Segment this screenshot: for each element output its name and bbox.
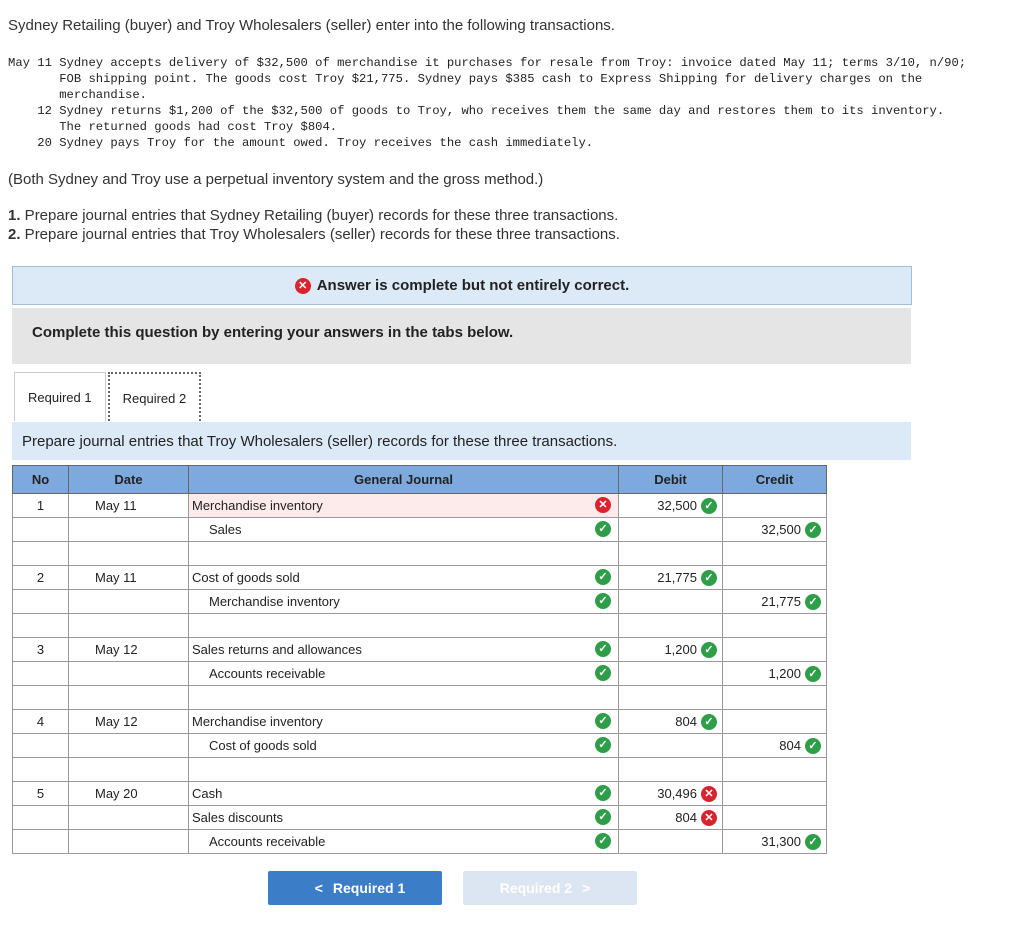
- credit-amount: 21,775: [761, 594, 801, 609]
- table-spacer-row: [13, 758, 827, 782]
- cell-account[interactable]: [189, 830, 619, 854]
- account-name: Merchandise inventory: [192, 498, 323, 513]
- cell-debit[interactable]: [619, 758, 723, 782]
- checkmark-icon: ✓: [595, 809, 611, 825]
- cell-account[interactable]: [189, 518, 619, 542]
- checkmark-icon: ✓: [805, 738, 821, 754]
- cell-no: 1: [13, 494, 69, 518]
- cell-no: [13, 614, 69, 638]
- date-value: May 11: [95, 570, 137, 585]
- debit-amount: 804: [675, 714, 697, 729]
- cell-no: [13, 518, 69, 542]
- cell-credit[interactable]: [723, 590, 827, 614]
- cell-credit[interactable]: [723, 782, 827, 806]
- cell-date[interactable]: [69, 758, 189, 782]
- cell-no: [13, 686, 69, 710]
- cell-account[interactable]: [189, 806, 619, 830]
- cell-debit[interactable]: [619, 518, 723, 542]
- checkmark-icon: ✓: [701, 498, 717, 514]
- table-spacer-row: [13, 686, 827, 710]
- next-required-button[interactable]: [463, 871, 637, 905]
- header-no: No: [13, 466, 69, 494]
- result-banner: [12, 266, 912, 305]
- checkmark-icon: ✓: [595, 593, 611, 609]
- intro-text: Sydney Retailing (buyer) and Troy Wholesalers (seller) enter into the following transactions.: [8, 17, 615, 34]
- account-name: Accounts receivable: [209, 666, 326, 681]
- tab-bar: [14, 372, 201, 422]
- x-icon: ✕: [701, 786, 717, 802]
- cell-account[interactable]: [189, 710, 619, 734]
- credit-amount: 804: [779, 738, 801, 753]
- cell-credit[interactable]: [723, 542, 827, 566]
- checkmark-icon: ✓: [805, 666, 821, 682]
- checkmark-icon: ✓: [701, 570, 717, 586]
- cell-account[interactable]: [189, 758, 619, 782]
- prev-button-label: Required 1: [332, 880, 406, 896]
- table-spacer-row: [13, 542, 827, 566]
- cell-no: [13, 830, 69, 854]
- prev-required-button[interactable]: [268, 871, 442, 905]
- cell-debit[interactable]: [619, 686, 723, 710]
- transaction-line: merchandise.: [8, 88, 147, 102]
- cell-account[interactable]: [189, 590, 619, 614]
- credit-amount: 32,500: [761, 522, 801, 537]
- cell-date[interactable]: [69, 494, 189, 518]
- cell-account[interactable]: [189, 542, 619, 566]
- checkmark-icon: ✓: [595, 737, 611, 753]
- checkmark-icon: ✓: [595, 665, 611, 681]
- x-icon: ✕: [595, 497, 611, 513]
- table-row: [13, 638, 827, 662]
- method-note: (Both Sydney and Troy use a perpetual inventory system and the gross method.): [8, 171, 544, 188]
- debit-amount: 21,775: [657, 570, 697, 585]
- cell-debit[interactable]: [619, 806, 723, 830]
- cell-date[interactable]: [69, 566, 189, 590]
- banner-text: Answer is complete but not entirely correct.: [316, 277, 630, 294]
- checkmark-icon: ✓: [595, 713, 611, 729]
- header-date: Date: [69, 466, 189, 494]
- account-name: Sales: [209, 522, 242, 537]
- cell-debit[interactable]: [619, 566, 723, 590]
- checkmark-icon: ✓: [701, 714, 717, 730]
- requirements-list: [8, 206, 620, 244]
- cell-debit[interactable]: [619, 830, 723, 854]
- checkmark-icon: ✓: [595, 785, 611, 801]
- cell-no: 3: [13, 638, 69, 662]
- general-journal-table: [12, 465, 827, 854]
- cell-credit[interactable]: [723, 758, 827, 782]
- cell-account[interactable]: [189, 782, 619, 806]
- table-row: [13, 710, 827, 734]
- cell-account[interactable]: [189, 734, 619, 758]
- cell-debit[interactable]: [619, 590, 723, 614]
- chevron-left-icon: <: [314, 880, 323, 896]
- cell-date[interactable]: [69, 782, 189, 806]
- account-name: Cost of goods sold: [209, 738, 317, 753]
- cell-debit[interactable]: [619, 710, 723, 734]
- cell-credit[interactable]: [723, 614, 827, 638]
- cell-no: 4: [13, 710, 69, 734]
- cell-date[interactable]: [69, 542, 189, 566]
- cell-no: 2: [13, 566, 69, 590]
- table-header-row: [13, 466, 827, 494]
- header-debit: Debit: [619, 466, 723, 494]
- cell-credit[interactable]: [723, 806, 827, 830]
- table-row: [13, 494, 827, 518]
- cell-account[interactable]: [189, 566, 619, 590]
- cell-debit[interactable]: [619, 662, 723, 686]
- account-name: Sales returns and allowances: [192, 642, 362, 657]
- cell-account[interactable]: [189, 614, 619, 638]
- cell-date[interactable]: [69, 638, 189, 662]
- cell-debit[interactable]: [619, 782, 723, 806]
- transaction-line: 20 Sydney pays Troy for the amount owed. Troy receives the cash immediately.: [8, 136, 594, 150]
- cell-credit[interactable]: [723, 734, 827, 758]
- debit-amount: 32,500: [657, 498, 697, 513]
- cell-debit[interactable]: [619, 494, 723, 518]
- instruction-bar: [12, 308, 911, 364]
- cell-date[interactable]: [69, 710, 189, 734]
- account-name: Merchandise inventory: [209, 594, 340, 609]
- cell-date[interactable]: [69, 662, 189, 686]
- cell-credit[interactable]: [723, 710, 827, 734]
- cell-account[interactable]: [189, 686, 619, 710]
- cell-date[interactable]: [69, 830, 189, 854]
- next-button-label: Required 2: [499, 880, 573, 896]
- cell-date[interactable]: [69, 614, 189, 638]
- checkmark-icon: ✓: [595, 641, 611, 657]
- cell-debit[interactable]: [619, 638, 723, 662]
- debit-amount: 1,200: [664, 642, 697, 657]
- checkmark-icon: ✓: [595, 569, 611, 585]
- table-row: [13, 734, 827, 758]
- requirement-1: 1. Prepare journal entries that Sydney Retailing (buyer) records for these three transactions.: [8, 207, 619, 224]
- chevron-right-icon: >: [582, 880, 591, 896]
- table-row: [13, 806, 827, 830]
- table-spacer-row: [13, 614, 827, 638]
- table-row: [13, 662, 827, 686]
- cell-account[interactable]: [189, 494, 619, 518]
- cell-account[interactable]: [189, 638, 619, 662]
- tab-required-2[interactable]: Required 2: [108, 372, 202, 424]
- table-row: [13, 590, 827, 614]
- cell-date[interactable]: [69, 518, 189, 542]
- header-credit: Credit: [723, 466, 827, 494]
- account-name: Cash: [192, 786, 223, 801]
- cell-no: [13, 542, 69, 566]
- transaction-line: The returned goods had cost Troy $804.: [8, 120, 338, 134]
- cell-credit[interactable]: [723, 830, 827, 854]
- cell-no: [13, 590, 69, 614]
- credit-amount: 1,200: [768, 666, 801, 681]
- cell-credit[interactable]: [723, 566, 827, 590]
- requirement-2: 2. Prepare journal entries that Troy Wholesalers (seller) records for these three transactions.: [8, 226, 620, 243]
- table-row: [13, 566, 827, 590]
- cell-date[interactable]: [69, 686, 189, 710]
- cell-date[interactable]: [69, 734, 189, 758]
- account-name: Accounts receivable: [209, 834, 326, 849]
- cell-no: 5: [13, 782, 69, 806]
- checkmark-icon: ✓: [805, 522, 821, 538]
- transaction-line: FOB shipping point. The goods cost Troy $21,775. Sydney pays $385 cash to Express Shipping for delivery charges on the: [8, 72, 923, 86]
- checkmark-icon: ✓: [701, 642, 717, 658]
- checkmark-icon: ✓: [805, 834, 821, 850]
- cell-credit[interactable]: [723, 494, 827, 518]
- table-row: [13, 518, 827, 542]
- header-general-journal: General Journal: [189, 466, 619, 494]
- cell-account[interactable]: [189, 662, 619, 686]
- account-name: Sales discounts: [192, 810, 284, 825]
- tab-prompt: [12, 422, 911, 460]
- cell-no: [13, 758, 69, 782]
- cell-credit[interactable]: [723, 662, 827, 686]
- instruction-text: Complete this question by entering your answers in the tabs below.: [32, 324, 514, 341]
- date-value: May 20: [95, 786, 138, 801]
- cell-no: [13, 806, 69, 830]
- cell-debit[interactable]: [619, 614, 723, 638]
- table-row: [13, 782, 827, 806]
- cell-date[interactable]: [69, 806, 189, 830]
- account-name: Cost of goods sold: [192, 570, 300, 585]
- x-icon: ✕: [701, 810, 717, 826]
- transaction-line: May 11 Sydney accepts delivery of $32,500 of merchandise it purchases for resale from Troy: invoice dated May 11; terms 3/10, n/90;: [8, 56, 967, 70]
- cell-no: [13, 734, 69, 758]
- checkmark-icon: ✓: [595, 521, 611, 537]
- prompt-text: Prepare journal entries that Troy Wholesalers (seller) records for these three transactions.: [22, 433, 618, 450]
- cell-credit[interactable]: [723, 518, 827, 542]
- cell-credit[interactable]: [723, 638, 827, 662]
- date-value: May 12: [95, 714, 138, 729]
- checkmark-icon: ✓: [595, 833, 611, 849]
- cell-credit[interactable]: [723, 686, 827, 710]
- table-row: [13, 830, 827, 854]
- cell-debit[interactable]: [619, 734, 723, 758]
- debit-amount: 804: [675, 810, 697, 825]
- x-icon: ✕: [295, 278, 311, 294]
- transaction-line: 12 Sydney returns $1,200 of the $32,500 of goods to Troy, who receives them the same day and restores them to its inventory.: [8, 104, 945, 118]
- date-value: May 11: [95, 498, 137, 513]
- debit-amount: 30,496: [657, 786, 697, 801]
- account-name: Merchandise inventory: [192, 714, 323, 729]
- date-value: May 12: [95, 642, 138, 657]
- checkmark-icon: ✓: [805, 594, 821, 610]
- cell-debit[interactable]: [619, 542, 723, 566]
- cell-no: [13, 662, 69, 686]
- cell-date[interactable]: [69, 590, 189, 614]
- tab-required-1[interactable]: Required 1: [14, 372, 106, 421]
- credit-amount: 31,300: [761, 834, 801, 849]
